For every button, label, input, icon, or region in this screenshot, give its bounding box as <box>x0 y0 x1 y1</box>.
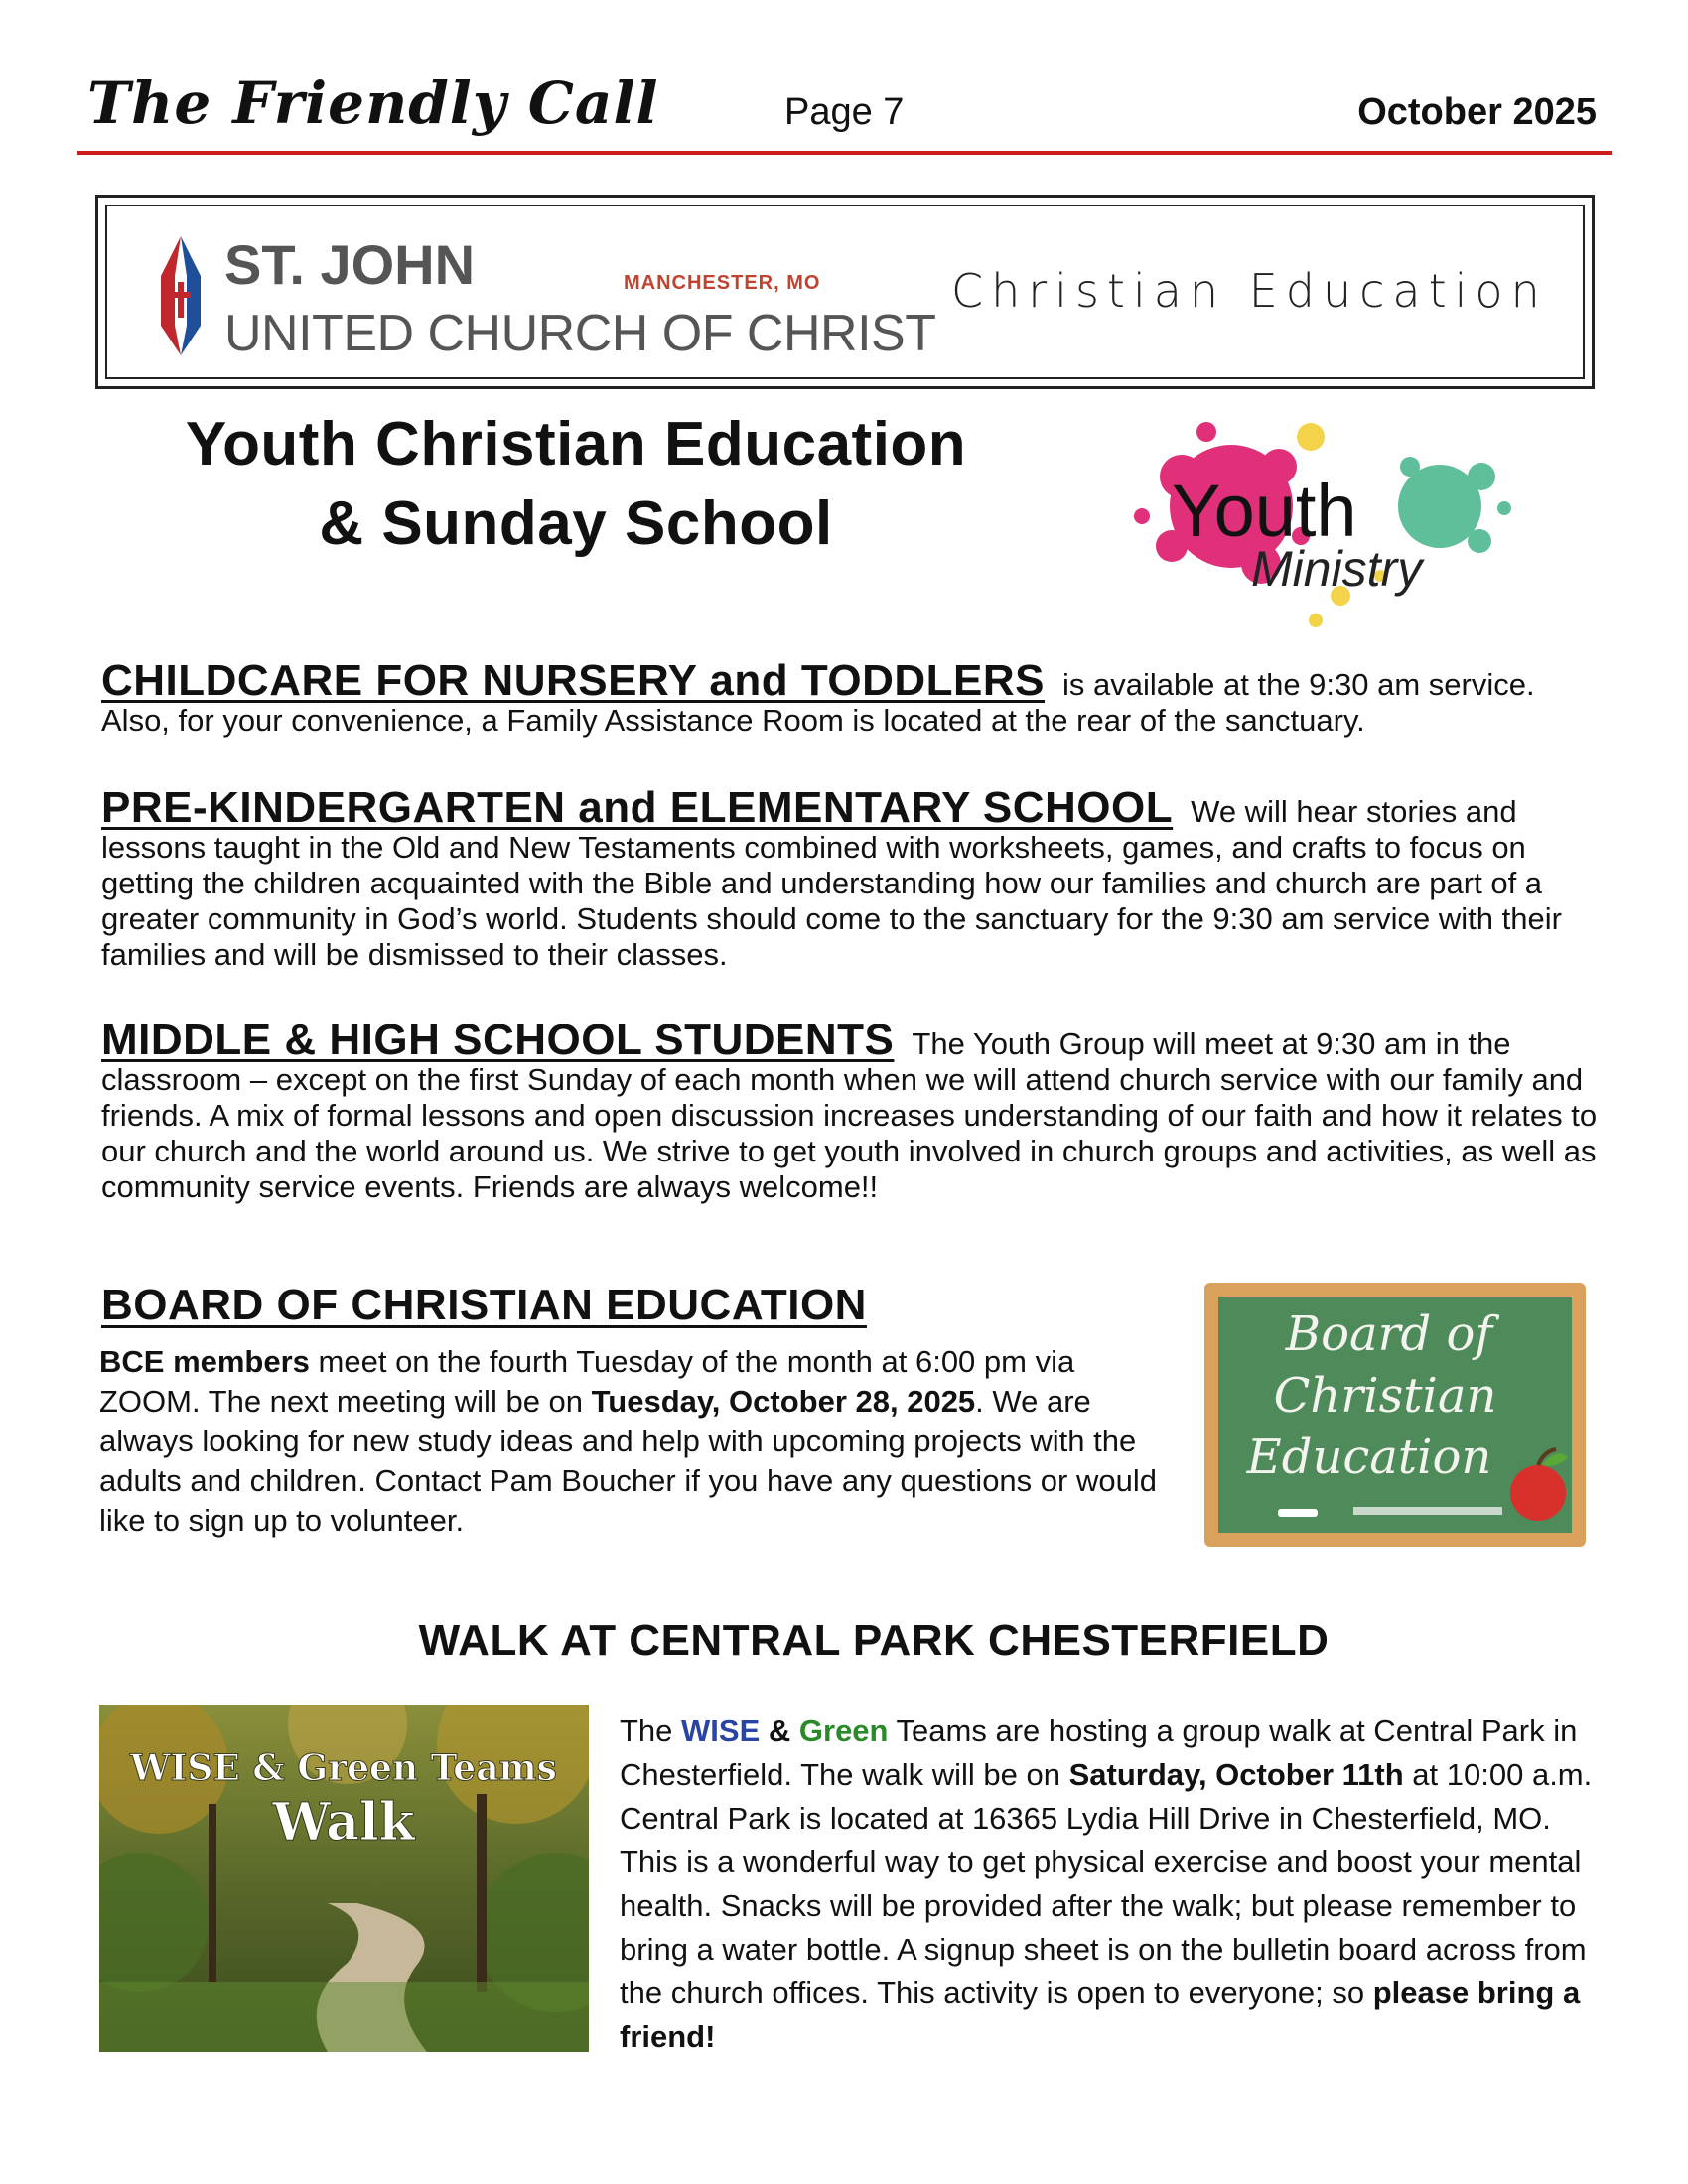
green-team-label: Green <box>798 1713 889 1748</box>
childcare-heading: CHILDCARE FOR NURSERY and TODDLERS <box>101 656 1046 705</box>
banner-section-title: Christian Education <box>951 264 1548 318</box>
walk-photo-line-2: Walk <box>272 1792 415 1852</box>
ministry-word: Ministry <box>1251 541 1423 597</box>
page-number: Page 7 <box>784 91 905 133</box>
paint-splash-teal <box>1398 457 1511 553</box>
childcare-section <box>101 656 1601 739</box>
chalkboard-image <box>1204 1283 1586 1547</box>
board-text-2: . We are always looking for new study ideas and help with upcoming projects with the adults and children. Contact Pam Boucher if you have any questions or would like to sign up to volunteer. <box>99 1384 1157 1538</box>
prek-section <box>101 783 1601 973</box>
walk-photo-line-1: WISE & Green Teams <box>130 1747 557 1789</box>
board-meeting-date: Tuesday, October 28, 2025 <box>591 1384 976 1419</box>
chalk-line-3: Education <box>1246 1430 1492 1485</box>
walk-text <box>620 1709 1613 2059</box>
middle-high-heading: MIDDLE & HIGH SCHOOL STUDENTS <box>101 1016 895 1064</box>
walk-photo <box>99 1705 589 2052</box>
middle-high-section <box>101 1016 1601 1205</box>
church-denomination: UNITED CHURCH OF CHRIST <box>224 305 936 362</box>
walk-text-1: The <box>620 1713 682 1748</box>
board-text <box>99 1342 1162 1541</box>
youth-word: Youth <box>1172 470 1357 552</box>
apple-icon <box>1510 1465 1566 1521</box>
board-heading: BOARD OF CHRISTIAN EDUCATION <box>101 1281 867 1329</box>
issue-date: October 2025 <box>1357 91 1597 133</box>
board-text-1: meet on the fourth Tuesday of the month at 6:00 pm via ZOOM. The next meeting will be on <box>99 1344 1075 1419</box>
page-title <box>119 405 1033 564</box>
section-banner <box>95 195 1595 389</box>
page-title-line1: Youth Christian Education <box>185 410 967 478</box>
newsletter-title: The Friendly Call <box>87 69 659 137</box>
chalk-line-1: Board of <box>1285 1306 1493 1362</box>
masthead-rule <box>77 151 1612 155</box>
walk-closing: please bring a friend! <box>620 1976 1581 2054</box>
church-name: ST. JOHN <box>224 233 476 296</box>
page-title-line2: & Sunday School <box>319 489 833 558</box>
chalk-line-2: Christian <box>1273 1368 1497 1424</box>
walk-date: Saturday, October 11th <box>1068 1757 1404 1792</box>
walk-text-3: at 10:00 a.m. Central Park is located at 16365 Lydia Hill Drive in Chesterfield, MO. This is a wonderful way to get physical exercise and boost your mental health. Snacks will be provided after the walk; but please remember to bring a water bottle. A signup sheet is on the bulletin board across from the church offices. This activity is open to everyone; so <box>620 1757 1593 2010</box>
ucc-logo-icon <box>155 236 207 355</box>
middle-high-text: The Youth Group will meet at 9:30 am in the classroom – except on the first Sunday of each month when we will attend church service with our family and friends. A mix of formal lessons and open discussion increases understanding of our faith and how it relates to our church and the world around us. We strive to get youth involved in church groups and activities, as well as community service events. Friends are always welcome!! <box>101 1026 1598 1204</box>
banner-inner-border <box>105 205 1585 379</box>
walk-heading: WALK AT CENTRAL PARK CHESTERFIELD <box>418 1616 1330 1665</box>
youth-ministry-graphic <box>1112 397 1529 645</box>
church-location: MANCHESTER, MO <box>624 272 821 294</box>
childcare-text: is available at the 9:30 am service. Also, for your convenience, a Family Assistance Room is located at the rear of the sanctuary. <box>101 667 1535 738</box>
board-members-label: BCE members <box>99 1344 310 1379</box>
walk-ampersand: & <box>760 1713 799 1748</box>
prek-text: We will hear stories and lessons taught in the Old and New Testaments combined with worksheets, games, and crafts to focus on getting the children acquainted with the Bible and understanding how our families and church are part of a greater community in God’s world. Students should come to the sanctuary for the 9:30 am service with their families and will be dismissed to their classes. <box>101 794 1562 972</box>
wise-team-label: WISE <box>681 1713 761 1748</box>
walk-text-2: Teams are hosting a group walk at Central Park in Chesterfield. The walk will be on <box>620 1713 1578 1792</box>
prek-heading: PRE-KINDERGARTEN and ELEMENTARY SCHOOL <box>101 783 1174 832</box>
